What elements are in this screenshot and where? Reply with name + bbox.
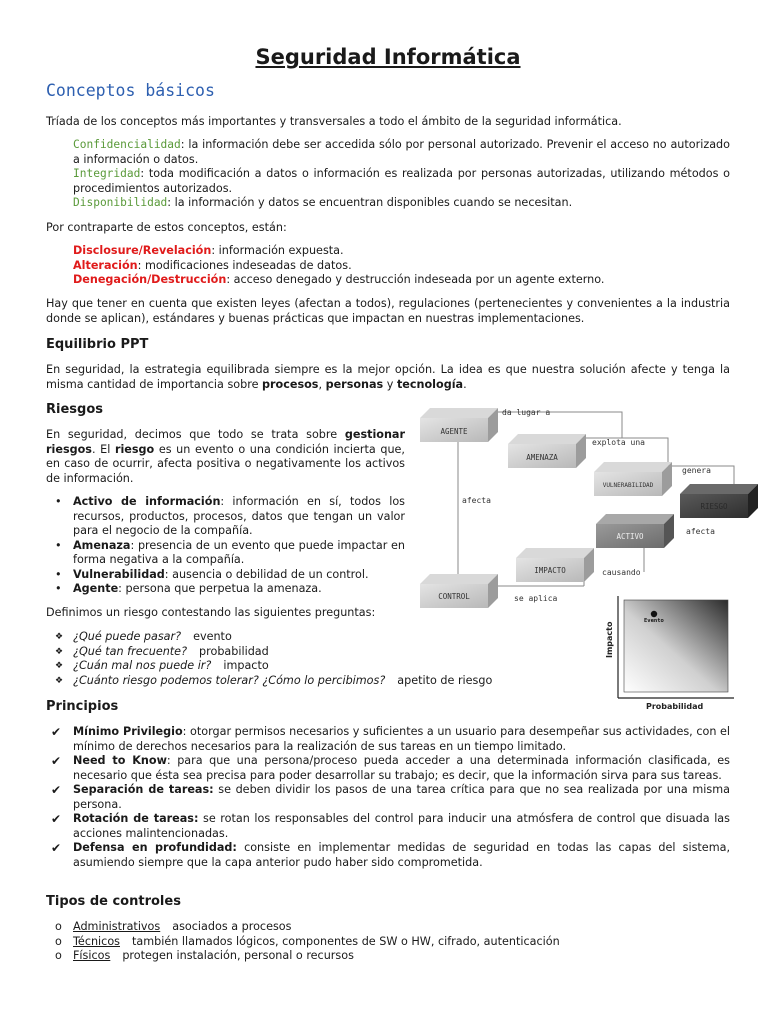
list-item: o Físicos protegen instalación, personal o recursos <box>73 949 730 964</box>
intro-paragraph: Tríada de los conceptos más importantes y transversales a todo el ámbito de la seguridad informática. <box>46 115 622 128</box>
edge-label: se aplica <box>514 594 558 603</box>
box-label: IMPACTO <box>534 566 566 575</box>
triad-term: Confidencialidad <box>73 138 181 151</box>
triad-term: Integridad <box>73 167 141 180</box>
riesgos-paragraph: En seguridad, decimos que todo se trata sobre gestionar riesgos. El riesgo es un evento o una condición incierta que, en caso de ocurrir, afecta positiva o negativamente los activos de información. <box>46 428 405 485</box>
list-item: o Administrativos asociados a procesos <box>73 920 730 935</box>
counter-term: Disclosure/Revelación <box>73 244 212 257</box>
principios-list <box>46 725 730 870</box>
questions-intro: Definimos un riesgo contestando las siguientes preguntas: <box>46 606 376 619</box>
ppt-paragraph: En seguridad, la estrategia equilibrada siempre es la mejor opción. La idea es que nuestra solución afecte y tenga la misma cantidad de importancia sobre procesos, personas y tecnología. <box>46 363 730 391</box>
box-impacto <box>516 548 594 582</box>
page-title: Seguridad Informática <box>255 45 521 69</box>
counter-item: Alteración: modificaciones indeseadas de datos. <box>73 258 352 272</box>
counter-term: Denegación/Destrucción <box>73 273 227 286</box>
matrix-y-label: Impacto <box>605 621 614 658</box>
triad-item: Integridad: toda modificación a datos o información es realizada por personas autorizadas, utilizando métodos o procedimientos autorizados. <box>73 167 730 195</box>
heading-controles: Tipos de controles <box>46 894 181 909</box>
triad-item: Disponibilidad: la información y datos se encuentran disponibles cuando se necesitan. <box>73 196 573 209</box>
box-activo <box>596 514 674 548</box>
edge-label: genera <box>682 466 711 475</box>
list-item: ❖ ¿Cuánto riesgo podemos tolerar? ¿Cómo lo percibimos? apetito de riesgo <box>73 674 593 689</box>
counter-list <box>46 244 730 288</box>
list-item: ✔ Defensa en profundidad: consiste en implementar medidas de seguridad en todas las capas del sistema, asumiendo siempre que la capa anterior pudo haber sido comprometida. <box>73 841 730 870</box>
list-item: o Técnicos también llamados lógicos, componentes de SW o HW, cifrado, autenticación <box>73 935 730 950</box>
heading-riesgos: Riesgos <box>46 402 103 417</box>
matrix-x-label: Probabilidad <box>646 702 704 711</box>
list-item: • Vulnerabilidad: ausencia o debilidad de un control. <box>73 568 405 583</box>
box-label: RIESGO <box>700 502 728 511</box>
edge-label: da lugar a <box>502 408 551 417</box>
list-item: ✔ Need to Know: para que una persona/proceso pueda acceder a una determinada información clasificada, es necesario que ésta sea precisa para poder desarrollar su trabajo; es decir, que la información sirva para sus tareas. <box>73 754 730 783</box>
list-item: ✔ Separación de tareas: se deben dividir los pasos de una tarea crítica para que no sea realizada por una misma persona. <box>73 783 730 812</box>
matrix-point-label: Evento <box>644 618 664 624</box>
edge-label: explota una <box>592 438 645 447</box>
counter-intro: Por contraparte de estos conceptos, están: <box>46 221 287 234</box>
list-item: ❖ ¿Cuán mal nos puede ir? impacto <box>73 659 593 674</box>
triad-term: Disponibilidad <box>73 196 168 209</box>
box-vulnerabilidad <box>594 462 672 496</box>
edge-label: afecta <box>462 496 491 505</box>
counter-term: Alteración <box>73 258 138 272</box>
riesgos-terms-list <box>46 495 405 597</box>
section-heading-conceptos: Conceptos básicos <box>46 81 215 100</box>
box-label: AMENAZA <box>526 453 558 462</box>
box-agente <box>420 408 498 442</box>
list-item: ✔ Mínimo Privilegio: otorgar permisos necesarios y suficientes a un usuario para desempeñar sus actividades, con el mínimo de derechos necesarios para la realización de sus tareas en un tiempo limitado. <box>73 725 730 754</box>
heading-ppt: Equilibrio PPT <box>46 337 149 352</box>
edge-label: causando <box>602 568 641 577</box>
risk-matrix <box>600 594 740 714</box>
list-item: • Activo de información: información en sí, todos los recursos, productos, procesos, datos que tengan un valor para el negocio de la compañía. <box>73 495 405 539</box>
box-label: AGENTE <box>440 427 468 436</box>
list-item: ✔ Rotación de tareas: se rotan los responsables del control para inducir una atmósfera de control que disuada las acciones malintencionadas. <box>73 812 730 841</box>
edge-label: afecta <box>686 527 715 536</box>
counter-item: Disclosure/Revelación: información expuesta. <box>73 244 344 257</box>
list-item: ❖ ¿Qué puede pasar? evento <box>73 630 593 645</box>
list-item: ❖ ¿Qué tan frecuente? probabilidad <box>73 645 593 660</box>
triad-list <box>46 138 730 211</box>
box-label: ACTIVO <box>616 532 644 541</box>
risk-flow-diagram <box>412 400 764 610</box>
laws-paragraph: Hay que tener en cuenta que existen leyes (afectan a todos), regulaciones (pertenecientes y convenientes a la industria donde se aplican), estándares y buenas prácticas que impactan en nuestras implementaciones. <box>46 297 730 325</box>
heading-principios: Principios <box>46 699 119 714</box>
list-item: • Agente: persona que perpetua la amenaza. <box>73 582 405 597</box>
box-riesgo <box>680 484 758 518</box>
triad-item: Confidencialidad: la información debe ser accedida sólo por personal autorizado. Prevenir el acceso no autorizado a información o datos. <box>73 138 730 166</box>
box-control <box>420 574 498 608</box>
controles-list <box>46 920 730 964</box>
counter-item: Denegación/Destrucción: acceso denegado y destrucción indeseada por un agente externo. <box>73 273 605 286</box>
box-label: VULNERABILIDAD <box>602 482 654 489</box>
box-amenaza <box>508 434 586 468</box>
box-label: CONTROL <box>438 592 470 601</box>
list-item: • Amenaza: presencia de un evento que puede impactar en forma negativa a la compañía. <box>73 539 405 568</box>
questions-list <box>46 630 593 688</box>
